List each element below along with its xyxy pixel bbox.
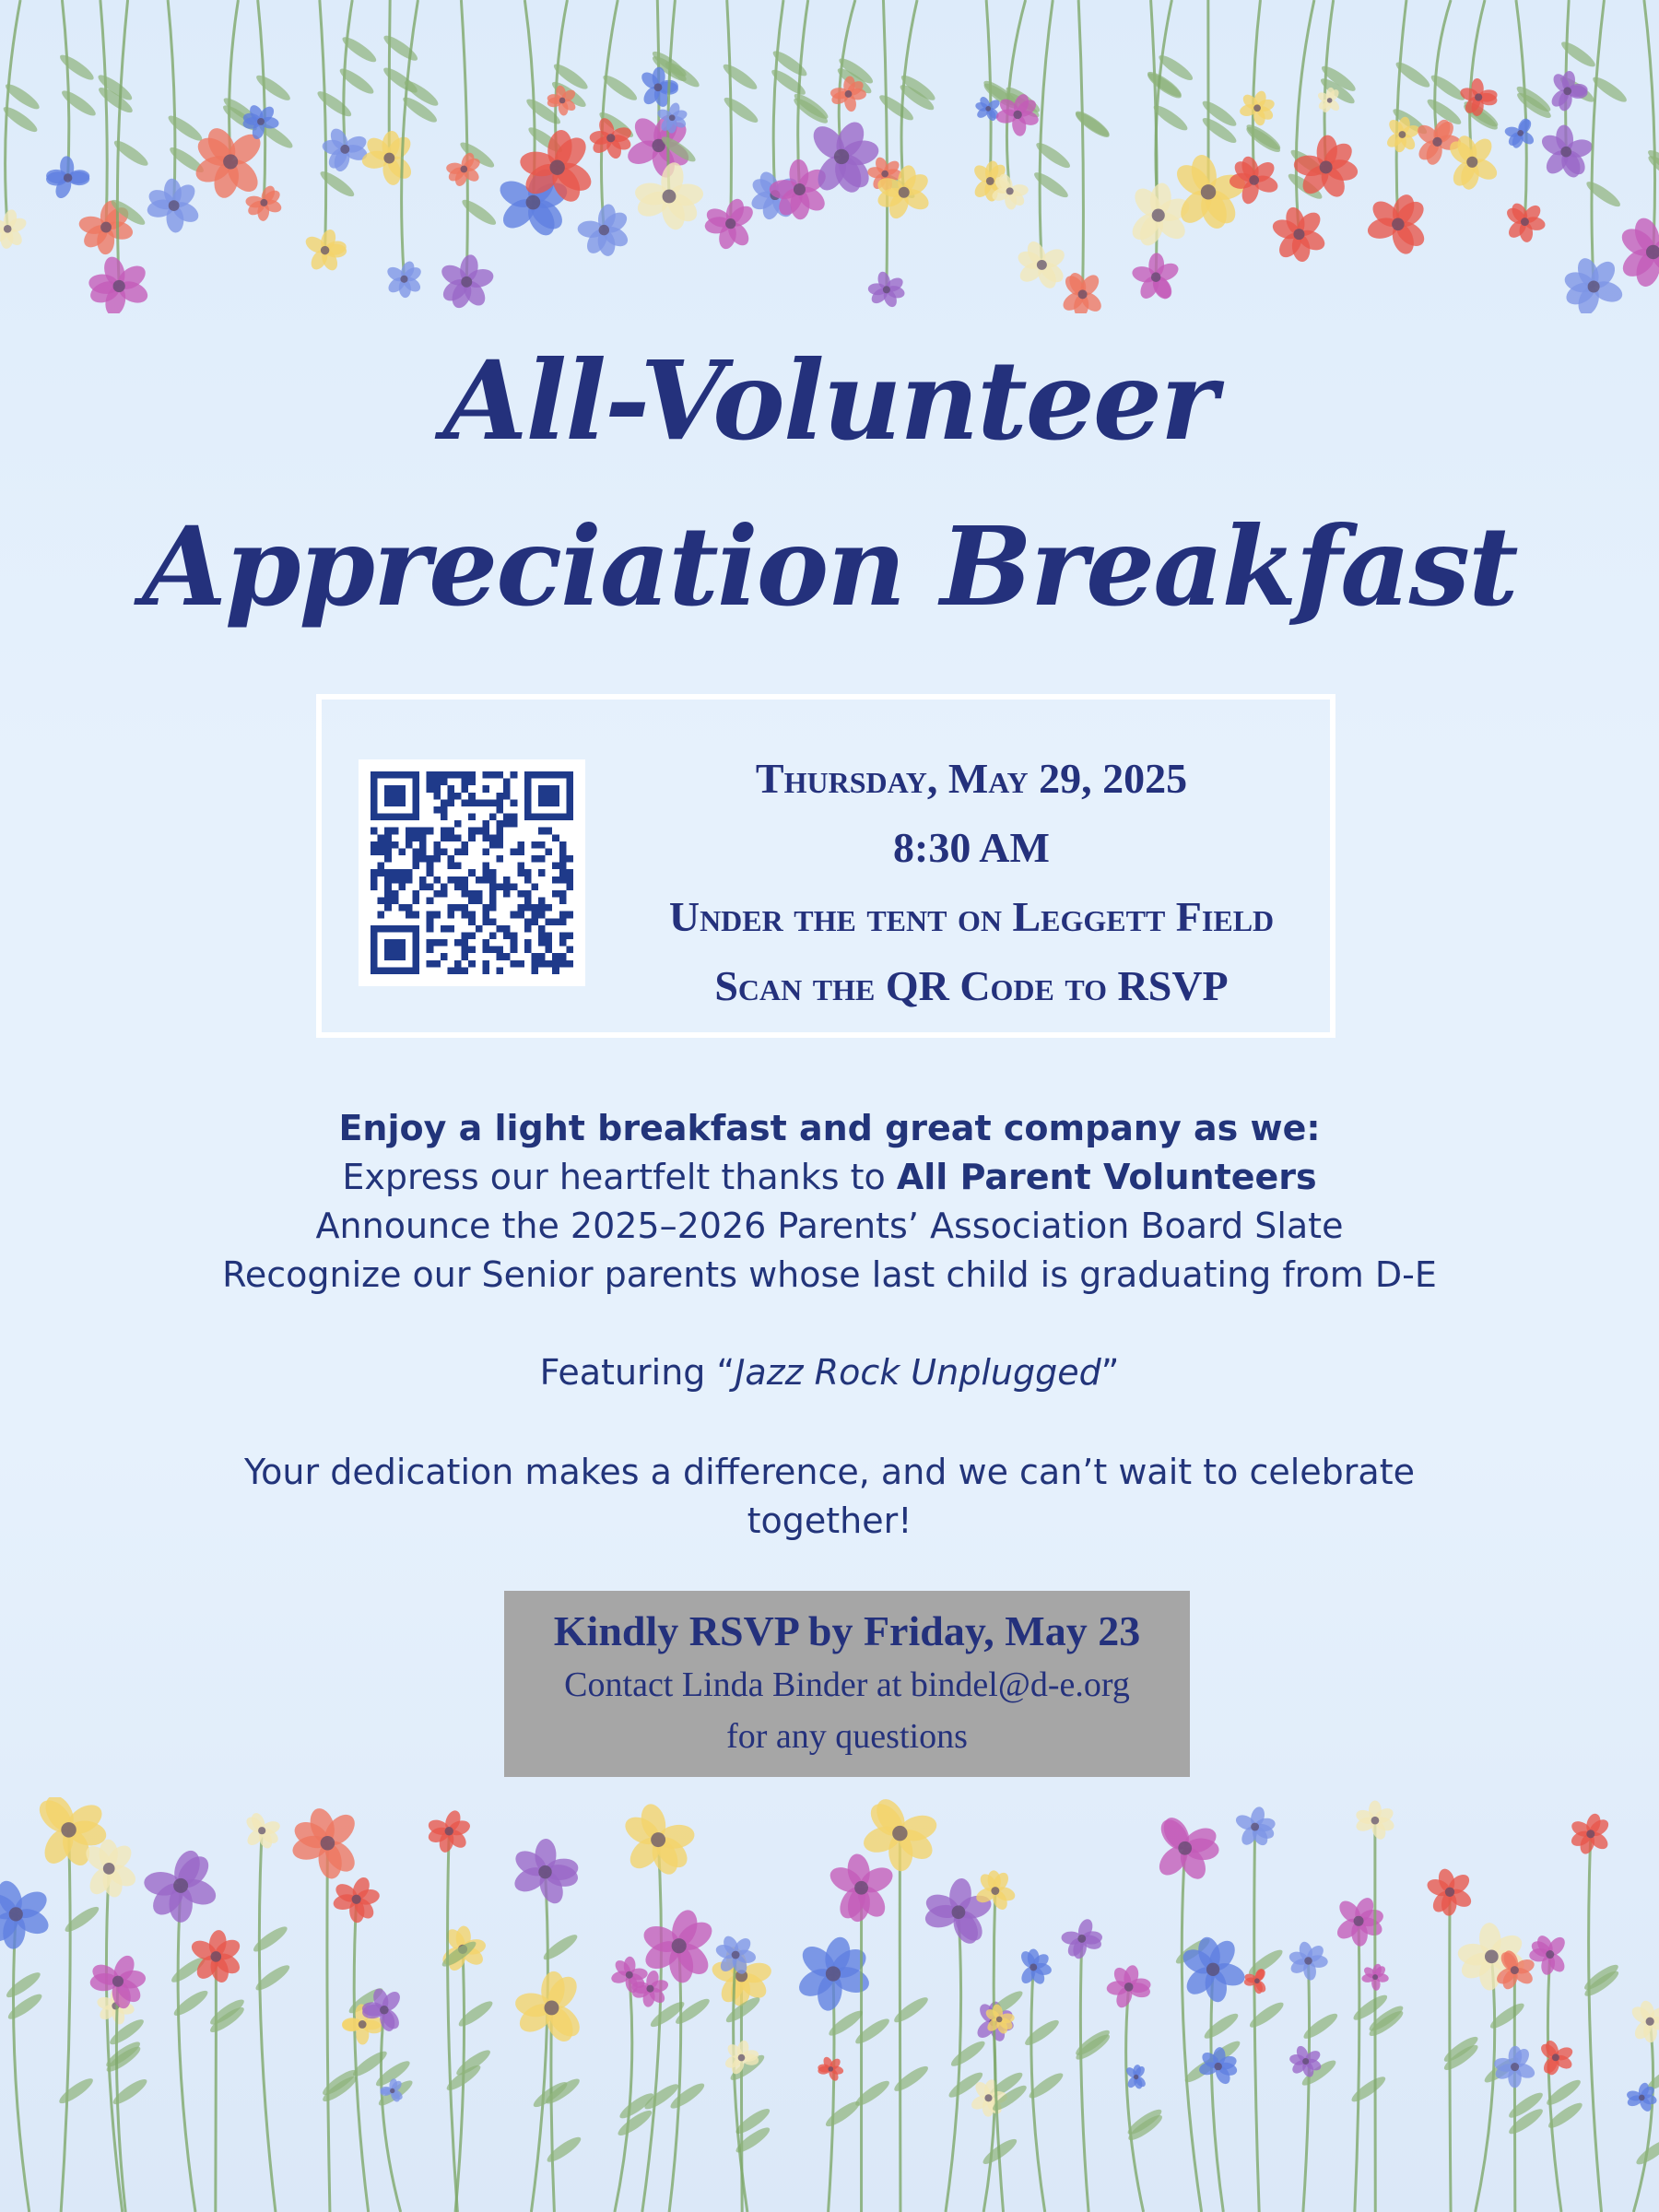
flower-icon <box>427 1808 472 1853</box>
featuring-line <box>138 1348 1521 1397</box>
stem <box>259 1830 276 2212</box>
rsvp-qr-code[interactable] <box>359 759 585 986</box>
body-line-thanks <box>138 1153 1521 1202</box>
flower-icon <box>620 1801 696 1877</box>
stem <box>1126 1987 1144 2212</box>
body-line-announce: Announce the 2025–2026 Parents’ Association Board Slate <box>315 1206 1344 1246</box>
thanks-prefix: Express our heartfelt thanks to <box>342 1157 897 1197</box>
flower-icon <box>703 196 756 251</box>
flower-icon <box>1018 1948 1053 1986</box>
flower-icon <box>1617 215 1659 289</box>
stem <box>1040 0 1053 265</box>
featuring-prefix: Featuring “ <box>539 1352 735 1393</box>
flower-icon <box>1316 87 1341 113</box>
flower-icon <box>577 203 631 258</box>
rsvp-contact-questions: for any questions <box>726 1717 968 1756</box>
flower-icon <box>385 259 424 298</box>
flower-icon <box>88 254 151 313</box>
stem <box>1516 0 1526 222</box>
leaf <box>722 94 761 126</box>
leaf <box>456 1997 496 2030</box>
flower-icon <box>1354 1800 1395 1841</box>
flower-icon <box>818 2055 844 2082</box>
leaf <box>948 2038 988 2070</box>
leaf <box>853 2015 892 2047</box>
event-location: Under the tent on Leggett Field <box>668 893 1275 940</box>
flower-icon <box>1459 77 1499 116</box>
flower-icon <box>1154 1813 1220 1883</box>
stem <box>168 0 175 206</box>
flower-icon <box>332 1875 381 1923</box>
title-line-1: All-Volunteer <box>442 336 1217 465</box>
stem <box>994 1891 1003 2212</box>
leaf <box>1073 2031 1112 2064</box>
stem <box>461 0 467 282</box>
body-line-recognize: Recognize our Senior parents whose last child is graduating from D-E <box>222 1254 1437 1295</box>
stem <box>773 0 783 195</box>
body-text <box>138 1104 1521 1300</box>
stem <box>1080 1938 1088 2212</box>
flower-icon <box>1361 1963 1389 1992</box>
rsvp-instruction: Scan the QR Code to RSVP <box>714 962 1229 1009</box>
flower-icon <box>511 1839 580 1907</box>
leaf <box>1583 178 1623 210</box>
flower-icon <box>1562 255 1625 313</box>
stem <box>1514 1971 1515 2212</box>
leaf <box>721 61 760 93</box>
stem <box>100 0 107 228</box>
flower-icon <box>0 1877 53 1950</box>
stem <box>327 1843 330 2212</box>
flower-icon <box>633 160 704 232</box>
leaf <box>62 1903 101 1936</box>
flower-icon <box>1569 1812 1611 1856</box>
flower-icon <box>513 1971 585 2046</box>
leaf <box>891 1994 931 2026</box>
closing-line-2: together! <box>747 1500 912 1541</box>
stem <box>1592 0 1605 287</box>
stem <box>1476 1957 1495 2212</box>
stem <box>551 2007 554 2212</box>
leaf <box>107 2016 147 2048</box>
featuring-suffix: ” <box>1100 1352 1120 1393</box>
leaf <box>459 196 499 229</box>
leaf <box>59 87 99 119</box>
leaf <box>314 88 354 120</box>
leaf <box>57 52 97 84</box>
flower-icon <box>826 1853 897 1924</box>
title-line-2: Appreciation Breakfast <box>142 502 1517 630</box>
leaf <box>253 72 293 104</box>
leaf <box>1031 169 1071 201</box>
leaf <box>1559 38 1598 70</box>
stem <box>1253 0 1260 180</box>
flower-icon <box>1425 1867 1475 1916</box>
flower-icon <box>1548 70 1588 112</box>
stem <box>178 1886 195 2212</box>
leaf <box>1073 108 1112 140</box>
flower-icon <box>1538 124 1594 181</box>
stem <box>320 0 326 251</box>
flower-icon <box>361 130 416 187</box>
leaf <box>1202 2010 1241 2042</box>
stem <box>1078 0 1083 294</box>
flower-icon <box>1016 239 1068 291</box>
flower-icon <box>724 2040 760 2077</box>
leaf <box>826 2007 865 2040</box>
bottom-floral-border <box>0 1797 1659 2212</box>
flower-icon <box>1365 192 1429 257</box>
leaf <box>853 2077 892 2110</box>
flower-icon <box>303 228 348 273</box>
stem <box>402 0 418 279</box>
stem <box>615 1975 632 2212</box>
flower-icon <box>290 1806 361 1880</box>
body-intro: Enjoy a light breakfast and great company as we: <box>338 1108 1321 1148</box>
stem <box>354 1900 368 2212</box>
stem <box>216 1957 217 2212</box>
flower-icon <box>81 1839 139 1899</box>
flower-icon <box>867 270 905 309</box>
closing-message <box>138 1448 1521 1546</box>
stem <box>258 0 265 203</box>
flower-icon <box>243 1811 281 1851</box>
leaf <box>381 32 420 65</box>
rsvp-contact[interactable]: Contact Linda Binder at bindel@d-e.org <box>564 1665 1130 1704</box>
flower-icon <box>438 253 495 311</box>
stem <box>62 0 68 178</box>
flower-icon <box>1229 154 1279 206</box>
flower-icon <box>143 1847 219 1923</box>
flower-icon <box>1334 1895 1385 1947</box>
stem <box>1355 1921 1359 2212</box>
leaf <box>317 168 357 200</box>
flower-icon <box>1629 1999 1659 2042</box>
thanks-volunteers: All Parent Volunteers <box>896 1157 1317 1197</box>
qr-code-icon <box>371 771 573 974</box>
event-info <box>617 744 1326 1020</box>
stem <box>531 1872 547 2212</box>
flower-icon <box>45 156 90 201</box>
leaf <box>251 1923 290 1955</box>
stem <box>1633 2021 1653 2212</box>
flower-icon <box>1239 89 1277 127</box>
leaf <box>56 2075 96 2107</box>
flower-icon <box>1179 1935 1248 2004</box>
flower-icon <box>146 178 202 233</box>
stem <box>381 2010 400 2212</box>
stem <box>1644 0 1655 252</box>
flower-icon <box>860 1797 939 1872</box>
flower-icon <box>1529 1933 1569 1976</box>
leaf <box>1022 2017 1062 2049</box>
stem <box>1547 1955 1561 2212</box>
stem <box>727 0 732 224</box>
leaf <box>1247 1999 1287 2031</box>
flower-icon <box>1270 206 1328 264</box>
stem <box>14 1914 29 2212</box>
event-details-box <box>316 694 1335 1038</box>
flower-icon <box>1061 1917 1103 1960</box>
leaf <box>1246 1947 1286 1979</box>
rsvp-box <box>504 1591 1190 1777</box>
event-time: 8:30 AM <box>893 824 1050 871</box>
rsvp-deadline: Kindly RSVP by Friday, May 23 <box>553 1607 1141 1654</box>
stem <box>883 0 887 289</box>
event-date: Thursday, May 29, 2025 <box>755 755 1188 802</box>
leaf <box>544 2134 583 2166</box>
leaf <box>1348 2073 1388 2105</box>
leaf <box>165 112 205 145</box>
top-floral-border <box>0 0 1659 313</box>
flower-icon <box>1288 1940 1328 1981</box>
featuring-title: Jazz Rock Unplugged <box>735 1352 1101 1393</box>
leaf <box>1243 124 1283 156</box>
flower-icon <box>1493 2046 1537 2088</box>
stem <box>1589 1834 1602 2212</box>
flower-icon <box>0 208 29 249</box>
leaf <box>1300 2010 1340 2042</box>
closing-line-1: Your dedication makes a difference, and we can’t wait to celebrate <box>244 1452 1415 1492</box>
stem <box>1296 0 1314 234</box>
stem <box>1303 1961 1310 2212</box>
stem <box>669 1946 681 2212</box>
flower-icon <box>1106 1964 1152 2010</box>
flower-icon <box>188 1929 243 1984</box>
stem <box>1211 1970 1223 2212</box>
stem <box>448 1831 458 2212</box>
stem <box>1182 1848 1201 2212</box>
flower-icon <box>1131 253 1182 302</box>
leaf <box>891 2063 931 2095</box>
flower-icon <box>1504 117 1536 150</box>
stem <box>61 1830 70 2212</box>
flower-icon <box>1538 2039 1574 2077</box>
